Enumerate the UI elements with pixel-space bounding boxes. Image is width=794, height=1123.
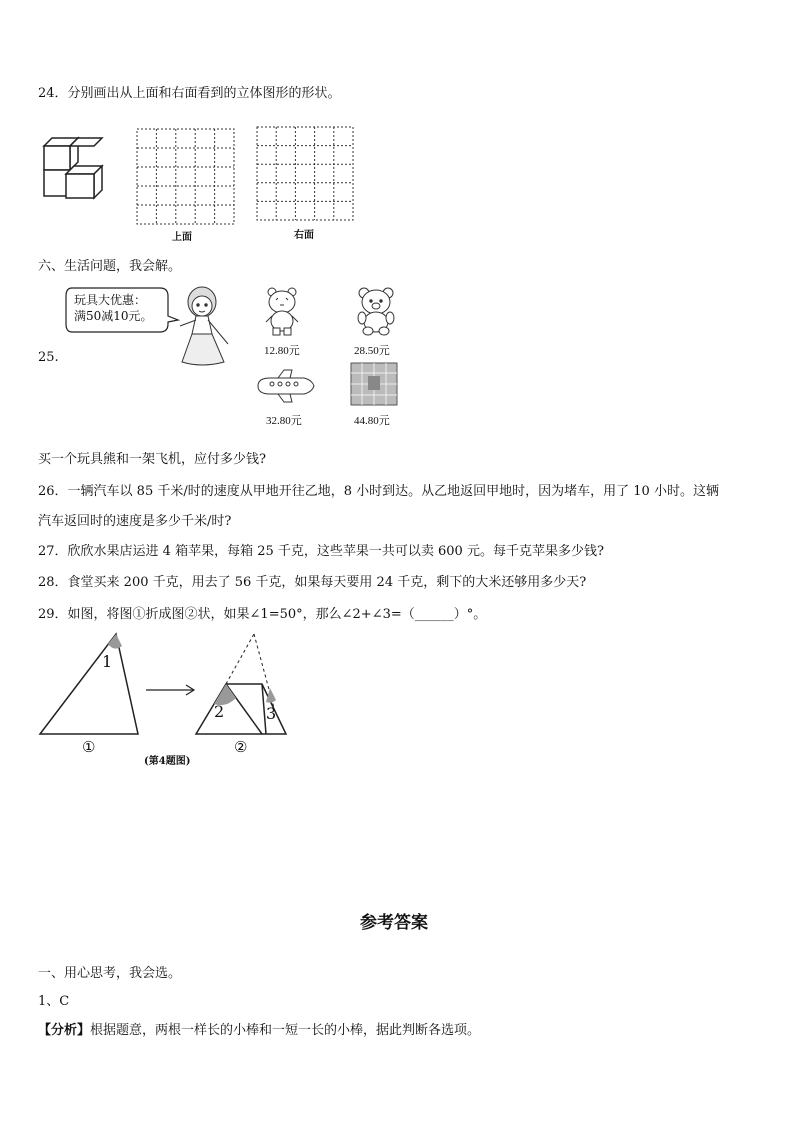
figure-caption: (第4题图): [144, 756, 191, 767]
question-26-line-2: 汽车返回时的速度是多少千米/时?: [38, 514, 232, 529]
bubble-line-1: 玩具大优惠：: [74, 293, 147, 307]
answers-section-1: 一、用心思考，我会选。: [38, 966, 182, 981]
right-view-label: 右面: [294, 230, 314, 241]
question-24-text: 24．分别画出从上面和右面看到的立体图形的形状。: [38, 86, 341, 101]
top-view-label: 上面: [172, 232, 192, 243]
puzzle-price: 44.80元: [354, 415, 390, 427]
answers-title: 参考答案: [360, 913, 428, 933]
bear-toy-image[interactable]: [354, 286, 398, 336]
tiger-price: 12.80元: [264, 345, 300, 357]
answers-item-1: 1、C: [38, 994, 70, 1009]
question-26-line-1: 26．一辆汽车以 85 千米/时的速度从甲地开往乙地，8 小时到达。从乙地返回甲地时，因为堵车，用了 10 小时。这辆: [38, 484, 719, 499]
analysis-tag: 【分析】: [38, 1023, 91, 1038]
angle-2-label: 2: [214, 702, 225, 721]
analysis-text: 根据题意，两根一样长的小棒和一短一长的小棒，据此判断各选项。: [90, 1023, 481, 1038]
right-view-dotted-grid[interactable]: [256, 126, 356, 222]
analysis-line: [38, 1019, 480, 1038]
bubble-line-2: 满50减10元。: [74, 309, 153, 323]
question-27-text: 27．欣欣水果店运进 4 箱苹果，每箱 25 千克，这些苹果一共可以卖 600 元。每千克苹果多少钱?: [38, 544, 604, 559]
question-28-text: 28．食堂买来 200 千克，用去了 56 千克，如果每天要用 24 千克，剩下的大米还够用多少天?: [38, 575, 587, 590]
bubble-text: [74, 292, 153, 324]
top-view-dotted-grid[interactable]: [136, 128, 236, 226]
plane-toy-image[interactable]: [254, 368, 316, 404]
tiger-toy-image[interactable]: [262, 286, 302, 336]
section-6-heading: 六、生活问题，我会解。: [38, 259, 182, 274]
angle-3-label: 3: [266, 704, 277, 723]
question-25-text: 买一个玩具熊和一架飞机，应付多少钱?: [38, 452, 266, 467]
figure-1-label: ①: [82, 738, 96, 756]
girl-figure: [172, 284, 234, 368]
question-29-text: 29．如图，将图①折成图②状，如果∠1=50°，那么∠2+∠3=（______）°。: [38, 607, 487, 622]
question-25-number: 25.: [38, 350, 59, 365]
cube-stack-figure: [40, 134, 110, 200]
plane-price: 32.80元: [266, 415, 302, 427]
bear-price: 28.50元: [354, 345, 390, 357]
puzzle-toy-image[interactable]: [350, 362, 398, 406]
angle-1-label: 1: [102, 652, 113, 671]
figure-2-label: ②: [234, 738, 248, 756]
folding-triangle-figure: [36, 630, 316, 770]
